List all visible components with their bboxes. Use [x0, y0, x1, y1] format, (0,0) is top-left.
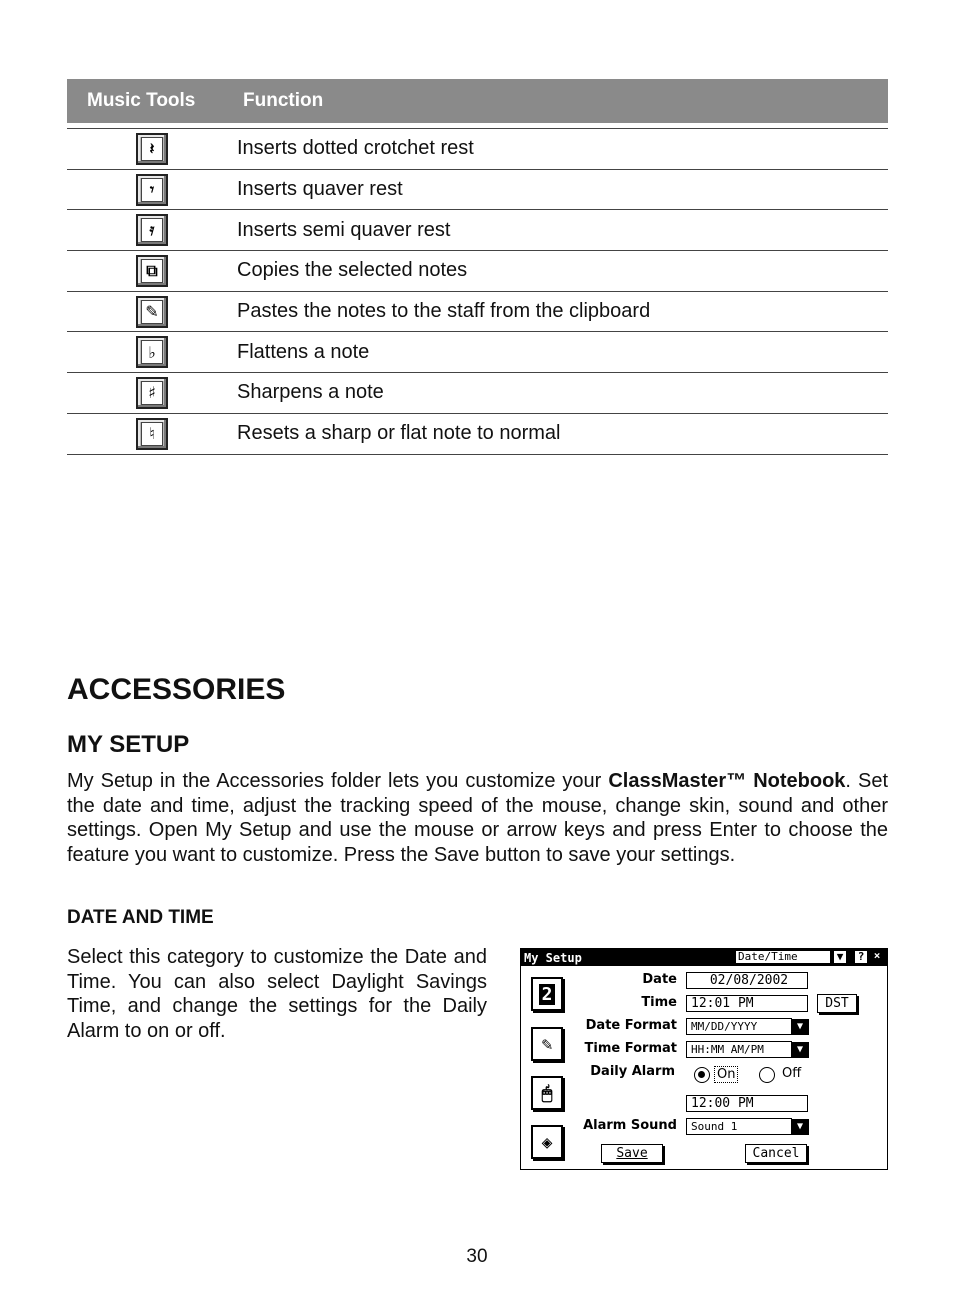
tool-glyph: 𝄾	[141, 178, 163, 202]
table-row	[67, 170, 888, 211]
tool-icon-cell	[67, 255, 237, 287]
alarm-off-radio[interactable]	[759, 1067, 775, 1083]
intro-text-pre: My Setup in the Accessories folder lets you customize your	[67, 770, 609, 792]
function-description: Pastes the notes to the staff from the clipboard	[237, 300, 651, 323]
close-icon[interactable]: ×	[870, 950, 884, 964]
tool-glyph: ✎	[141, 300, 163, 324]
tool-icon-cell	[67, 336, 237, 368]
date-time-icon[interactable]	[531, 977, 563, 1011]
tool-glyph: 𝄽	[141, 137, 163, 161]
alarm-on-radio[interactable]	[694, 1067, 710, 1083]
help-icon[interactable]: ?	[854, 950, 868, 964]
tool-icon-cell	[67, 377, 237, 409]
paste-notes-icon	[136, 296, 168, 328]
alarm-sound-dropdown-icon[interactable]: ▼	[791, 1119, 809, 1135]
alarm-sound-label: Alarm Sound	[583, 1118, 677, 1133]
date-label: Date	[642, 972, 677, 987]
tool-icon-cell	[67, 418, 237, 450]
semi-quaver-rest-icon	[136, 214, 168, 246]
date-format-dropdown-icon[interactable]: ▼	[791, 1019, 809, 1035]
function-description: Sharpens a note	[237, 381, 384, 404]
my-setup-window	[520, 948, 888, 1170]
subsection-heading: MY SETUP	[67, 731, 190, 758]
function-description: Resets a sharp or flat note to normal	[237, 422, 561, 445]
function-description: Inserts semi quaver rest	[237, 218, 451, 241]
time-format-label: Time Format	[584, 1041, 677, 1056]
tool-glyph: 𝄿	[141, 218, 163, 242]
page-number: 30	[466, 1246, 488, 1267]
dst-button[interactable]: DST	[817, 994, 857, 1013]
table-row	[67, 414, 888, 455]
tool-icon-cell	[67, 133, 237, 165]
cancel-button[interactable]: Cancel	[745, 1144, 807, 1163]
category-dropdown-icon[interactable]: ▼	[833, 950, 847, 964]
function-description: Flattens a note	[237, 340, 370, 363]
natural-icon	[136, 418, 168, 450]
tool-glyph: ♮	[141, 422, 163, 446]
tool-icon-cell	[67, 296, 237, 328]
date-time-heading: DATE AND TIME	[67, 907, 214, 928]
date-format-label: Date Format	[585, 1018, 677, 1033]
sharp-icon	[136, 377, 168, 409]
date-format-select[interactable]: MM/DD/YYYY	[686, 1018, 792, 1035]
table-row	[67, 373, 888, 414]
table-row	[67, 129, 888, 170]
function-description: Copies the selected notes	[237, 259, 468, 282]
alarm-time-field[interactable]: 12:00 PM	[686, 1095, 808, 1112]
calendar-digit: 2	[539, 984, 556, 1005]
mouse-icon[interactable]: 🖱	[531, 1076, 563, 1110]
table-row	[67, 210, 888, 251]
time-format-dropdown-icon[interactable]: ▼	[791, 1042, 809, 1058]
time-label: Time	[641, 995, 677, 1010]
date-time-paragraph: Select this category to customize the Date and Time. You can also select Daylight Savings Time, and change the settings for the Daily Alarm to on or off.	[67, 946, 487, 1042]
copy-notes-icon	[136, 255, 168, 287]
intro-text-post: . Set the date and time, adjust the tracking speed of the mouse, change skin, sound and other settings. Open My Setup and use the mouse or arrow keys and press Enter to choose the feature you want to customize. Press the Save button to save your settings.	[67, 770, 888, 867]
flat-icon	[136, 336, 168, 368]
intro-paragraph	[67, 769, 888, 868]
music-tools-table	[67, 79, 888, 455]
skin-icon[interactable]: ◈	[531, 1125, 563, 1159]
column-header-tools: Music Tools	[87, 90, 196, 111]
tool-icon-cell	[67, 174, 237, 206]
table-header	[67, 79, 888, 123]
tool-icon-cell	[67, 214, 237, 246]
pen-icon[interactable]: ✎	[531, 1027, 563, 1061]
section-heading: ACCESSORIES	[67, 673, 286, 706]
date-field[interactable]: 02/08/2002	[686, 972, 808, 989]
alarm-sound-select[interactable]: Sound 1	[686, 1118, 792, 1135]
tool-glyph: ⧉	[141, 259, 163, 283]
dotted-crotchet-rest-icon	[136, 133, 168, 165]
window-title: My Setup	[524, 950, 582, 965]
time-field[interactable]: 12:01 PM	[686, 995, 808, 1012]
alarm-on-label[interactable]: On	[714, 1066, 738, 1083]
tool-glyph: ♯	[141, 381, 163, 405]
function-description: Inserts quaver rest	[237, 178, 403, 201]
title-bar	[521, 949, 887, 966]
product-name: ClassMaster™ Notebook	[608, 770, 846, 792]
time-format-select[interactable]: HH:MM AM/PM	[686, 1041, 792, 1058]
alarm-off-label[interactable]: Off	[782, 1066, 802, 1081]
table-row	[67, 292, 888, 333]
tool-glyph: ♭	[141, 340, 163, 364]
table-row	[67, 332, 888, 373]
function-description: Inserts dotted crotchet rest	[237, 137, 474, 160]
column-header-function: Function	[243, 90, 324, 111]
save-button[interactable]: Save	[601, 1144, 663, 1163]
category-select[interactable]: Date/Time	[735, 950, 831, 964]
quaver-rest-icon	[136, 174, 168, 206]
daily-alarm-label: Daily Alarm	[590, 1064, 675, 1079]
table-row	[67, 251, 888, 292]
